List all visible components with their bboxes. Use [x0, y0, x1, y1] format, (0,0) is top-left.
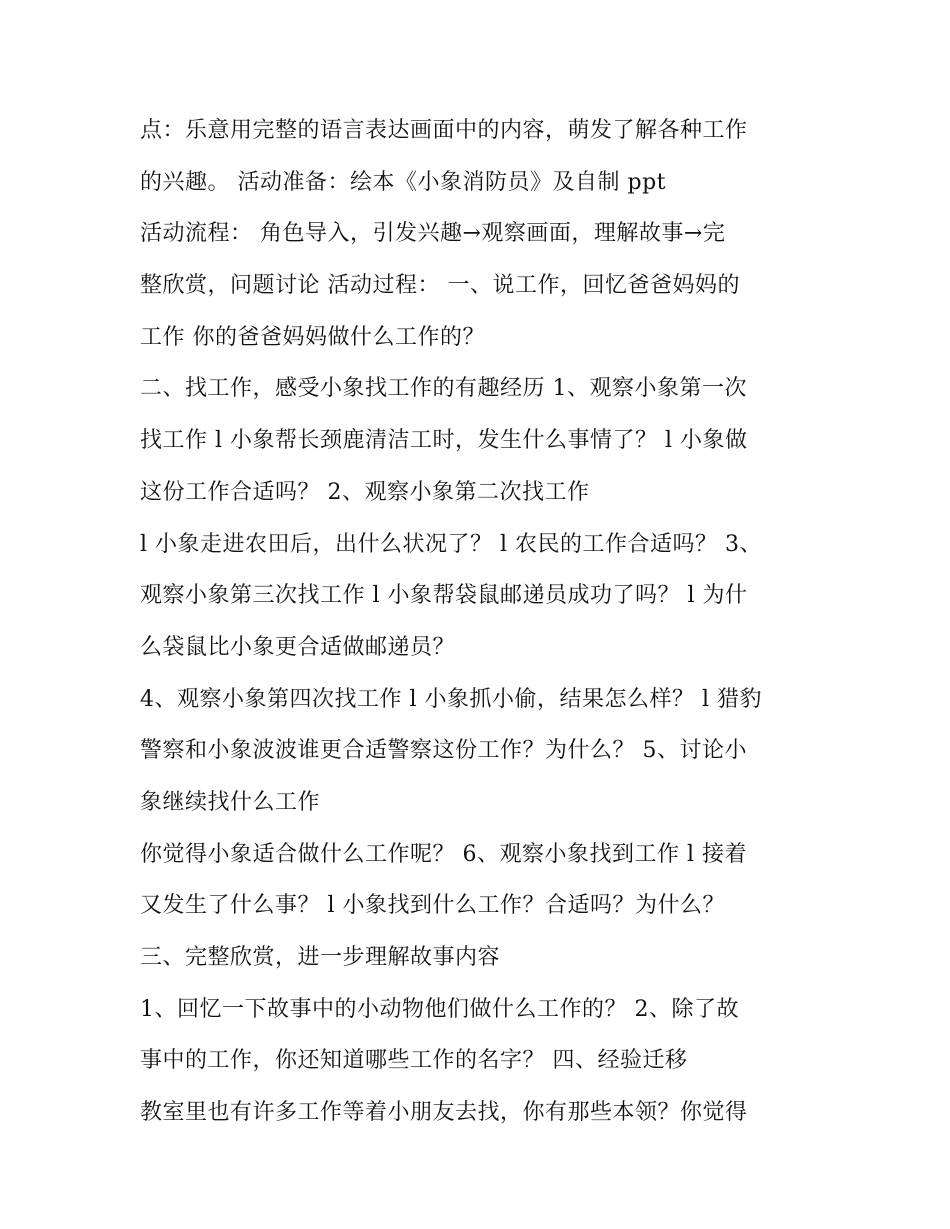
text-line: 这份工作合适吗？ 2、观察小象第二次找工作: [140, 479, 590, 505]
text-line: 1、回忆一下故事中的小动物他们做什么工作的？ 2、除了故: [140, 996, 739, 1022]
text-line: 整欣赏，问题讨论 活动过程： 一、说工作，回忆爸爸妈妈的: [140, 273, 740, 299]
text-line: 三、完整欣赏，进一步理解故事内容: [140, 945, 501, 970]
text-line: 又发生了什么事？ l 小象找到什么工作？合适吗？为什么？: [140, 893, 726, 919]
text-line: 观察小象第三次找工作 l 小象帮袋鼠邮递员成功了吗？ l 为什: [140, 583, 748, 609]
text-line: l 小象走进农田后，出什么状况了？ l 农民的工作合适吗？ 3、: [140, 531, 763, 557]
text-line: 4、观察小象第四次找工作 l 小象抓小偷，结果怎么样？ l 猎豹: [140, 686, 763, 712]
text-line: 么袋鼠比小象更合适做邮递员？: [140, 634, 456, 660]
text-line: 工作 你的爸爸妈妈做什么工作的？: [140, 324, 485, 350]
text-line: 找工作 l 小象帮长颈鹿清洁工时，发生什么事情了？ l 小象做: [140, 428, 748, 454]
text-line: 警察和小象波波谁更合适警察这份工作？为什么？ 5、讨论小: [140, 738, 747, 764]
text-line: 二、找工作，感受小象找工作的有趣经历 1、观察小象第一次: [140, 376, 747, 402]
text-line: 教室里也有许多工作等着小朋友去找，你有那些本领？你觉得: [140, 1100, 748, 1126]
text-line: 象继续找什么工作: [140, 789, 321, 815]
text-line: 活动流程： 角色导入，引发兴趣→观察画面，理解故事→完: [140, 221, 726, 247]
text-line: 的兴趣。 活动准备：绘本《小象消防员》及自制 ppt: [140, 169, 666, 195]
document-body: [140, 105, 830, 1139]
text-line: 你觉得小象适合做什么工作呢？ 6、观察小象找到工作 l 接着: [140, 841, 748, 867]
text-line: 点：乐意用完整的语言表达画面中的内容，萌发了解各种工作: [140, 118, 748, 143]
text-line: 事中的工作，你还知道哪些工作的名字？ 四、经验迁移: [140, 1048, 688, 1074]
